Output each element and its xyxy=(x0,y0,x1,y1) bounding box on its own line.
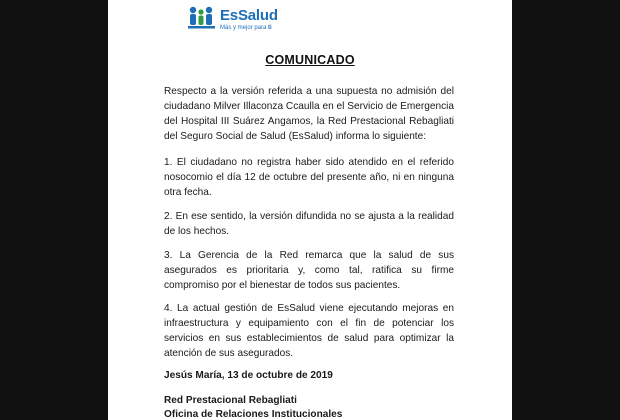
signature-office: Oficina de Relaciones Institucionales xyxy=(164,409,343,420)
point-1-paragraph: 1. El ciudadano no registra haber sido atendido en el referido nosocomio el día 12 de octubre del presente año, ni en ninguna otra fecha. xyxy=(164,157,454,198)
essalud-logo xyxy=(188,5,300,35)
document-page xyxy=(108,0,512,420)
intro-paragraph: Respecto a la versión referida a una supuesta no admisión del ciudadano Milver Illaconza Ccaulla en el Servicio de Emergencia del Hospital III Suárez Angamos, la Red Prestacional Rebagliati del Seguro Social de Salud (EsSalud) informa lo siguiente: xyxy=(164,86,454,142)
logo-wordmark: EsSalud xyxy=(220,7,278,24)
family-figures-icon xyxy=(188,5,218,29)
signature-organization: Red Prestacional Rebagliati xyxy=(164,395,297,406)
point-2-paragraph: 2. En ese sentido, la versión difundida no se ajusta a la realidad de los hechos. xyxy=(164,211,454,237)
date-line: Jesús María, 13 de octubre de 2019 xyxy=(164,370,333,381)
logo-tagline: Más y mejor para ti xyxy=(220,25,272,31)
point-4-paragraph: 4. La actual gestión de EsSalud viene ejecutando mejoras en infraestructura y equipamiento con el fin de potenciar los servicios en sus establecimientos de salud para optimizar la atención de sus asegurados. xyxy=(164,303,454,359)
document-title: COMUNICADO xyxy=(265,53,355,67)
point-3-paragraph: 3. La Gerencia de la Red remarca que la salud de sus asegurados es prioritaria y, como tal, ratifica su firme compromiso por el bienestar de todos sus pacientes. xyxy=(164,250,454,291)
